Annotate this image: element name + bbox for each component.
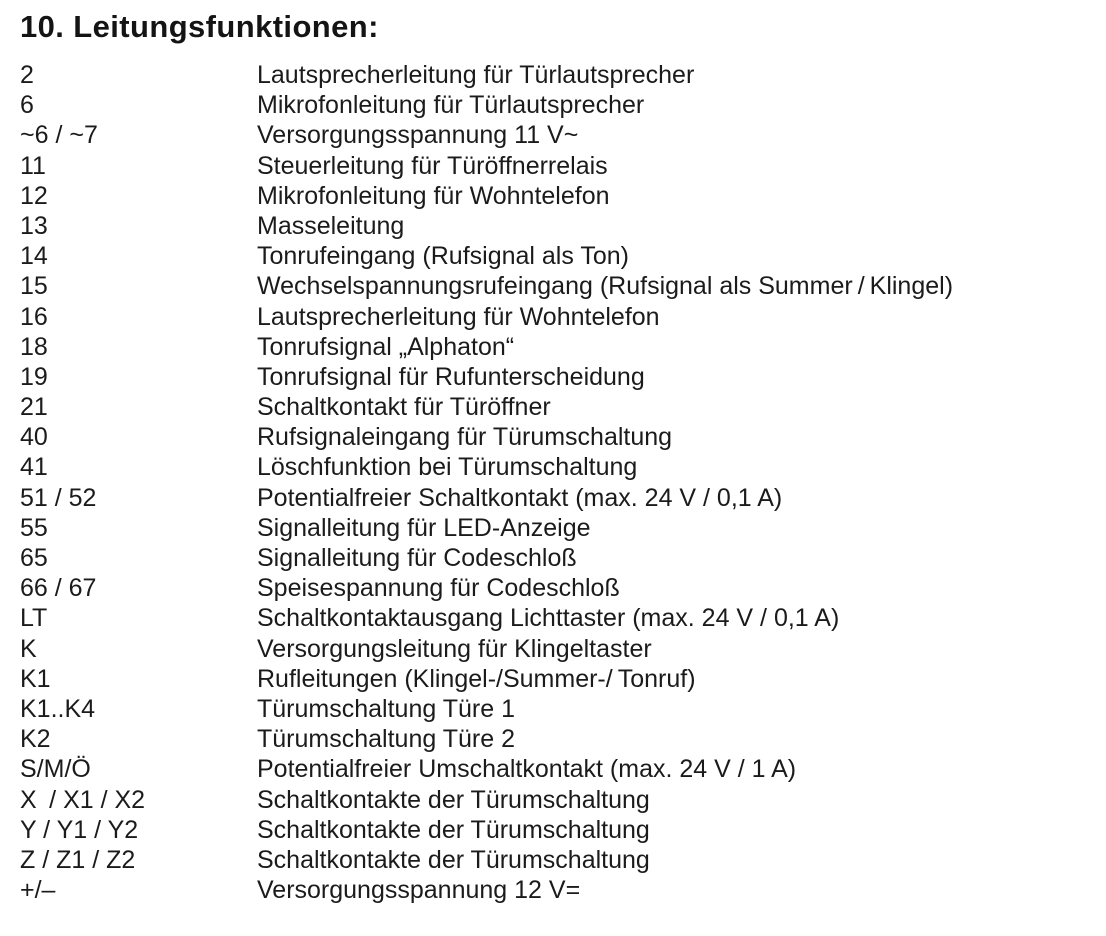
- line-code: S/M/Ö: [20, 755, 91, 784]
- line-function-row: [20, 60, 1096, 90]
- line-description: Rufsignaleingang für Türumschaltung: [257, 423, 673, 452]
- line-description: Mikrofonleitung für Wohntelefon: [257, 181, 610, 210]
- line-code: 15: [20, 272, 48, 301]
- line-function-row: [20, 362, 1096, 392]
- line-code: K1..K4: [20, 694, 96, 723]
- line-description: Steuerleitung für Türöffnerrelais: [257, 151, 608, 180]
- line-description: Tonrufsignal „Alphaton“: [257, 332, 515, 361]
- line-code: 18: [20, 332, 48, 361]
- line-function-row: [20, 452, 1096, 482]
- line-description: Schaltkontakte der Türumschaltung: [257, 785, 650, 814]
- line-function-row: [20, 543, 1096, 573]
- line-description: Lautsprecherleitung für Türlautsprecher: [257, 61, 695, 89]
- line-code: 14: [20, 242, 48, 271]
- line-function-row: [20, 332, 1096, 362]
- line-code: 55: [20, 513, 48, 542]
- line-description: Versorgungsspannung 11 V~: [257, 121, 579, 150]
- line-description: Löschfunktion bei Türumschaltung: [257, 453, 638, 482]
- line-function-row: [20, 634, 1096, 664]
- line-function-row: [20, 302, 1096, 332]
- line-code: +/–: [20, 876, 56, 905]
- line-function-row: [20, 785, 1096, 815]
- line-code: 40: [20, 423, 48, 452]
- line-function-row: [20, 513, 1096, 543]
- line-function-row: [20, 483, 1096, 513]
- line-function-row: [20, 845, 1096, 875]
- line-code: X / X1 / X2: [20, 785, 146, 814]
- line-code: 41: [20, 453, 48, 482]
- page-title: 10. Leitungsfunktionen:: [20, 9, 379, 44]
- line-function-row: [20, 603, 1096, 633]
- line-code: Z / Z1 / Z2: [20, 845, 136, 874]
- line-code: 13: [20, 211, 48, 240]
- line-description: Türumschaltung Türe 1: [257, 694, 515, 723]
- line-code: 65: [20, 544, 48, 572]
- line-function-row: [20, 815, 1096, 845]
- line-description: Masseleitung: [257, 211, 405, 240]
- line-function-row: [20, 573, 1096, 603]
- line-description: Tonrufeingang (Rufsignal als Ton): [257, 242, 629, 271]
- line-function-row: [20, 422, 1096, 452]
- line-description: Signalleitung für LED-Anzeige: [257, 513, 591, 542]
- line-description: Schaltkontaktausgang Lichttaster (max. 24 V / 0,1 A): [257, 604, 840, 633]
- line-function-row: [20, 181, 1096, 211]
- line-description: Lautsprecherleitung für Wohntelefon: [257, 302, 660, 331]
- line-code: K: [20, 634, 37, 663]
- line-code: Y / Y1 / Y2: [20, 815, 139, 844]
- line-code: LT: [20, 604, 48, 633]
- line-description: Versorgungsleitung für Klingeltaster: [257, 634, 652, 663]
- line-description: Potentialfreier Schaltkontakt (max. 24 V / 0,1 A): [257, 483, 783, 512]
- line-code: 66 / 67: [20, 574, 97, 603]
- line-function-row: [20, 724, 1096, 754]
- line-description: Rufleitungen (Klingel-/Summer-/ Tonruf): [257, 664, 696, 693]
- line-functions-list: [20, 60, 1096, 905]
- line-code: 6: [20, 91, 34, 120]
- line-description: Türumschaltung Türe 2: [257, 725, 515, 754]
- line-code: 16: [20, 302, 48, 331]
- line-description: Mikrofonleitung für Türlautsprecher: [257, 91, 645, 120]
- line-code: K1: [20, 664, 51, 693]
- line-code: 19: [20, 362, 48, 391]
- line-code: 12: [20, 181, 48, 210]
- line-function-row: [20, 754, 1096, 784]
- line-code: 11: [20, 151, 46, 180]
- line-function-row: [20, 664, 1096, 694]
- line-description: Signalleitung für Codeschloß: [257, 544, 577, 572]
- line-description: Speisespannung für Codeschloß: [257, 574, 620, 603]
- line-description: Potentialfreier Umschaltkontakt (max. 24 V / 1 A): [257, 755, 797, 784]
- line-function-row: [20, 120, 1096, 150]
- line-code: 51 / 52: [20, 483, 97, 512]
- line-function-row: [20, 392, 1096, 422]
- line-function-row: [20, 151, 1096, 181]
- line-function-row: [20, 90, 1096, 120]
- line-function-row: [20, 694, 1096, 724]
- line-description: Schaltkontakte der Türumschaltung: [257, 845, 650, 874]
- line-function-row: [20, 875, 1096, 905]
- line-function-row: [20, 271, 1096, 301]
- line-code: 21: [20, 393, 48, 422]
- line-code: ~6 / ~7: [20, 121, 98, 150]
- line-description: Versorgungsspannung 12 V=: [257, 876, 581, 905]
- line-function-row: [20, 211, 1096, 241]
- line-description: Tonrufsignal für Rufunterscheidung: [257, 362, 645, 391]
- line-description: Wechselspannungsrufeingang (Rufsignal als Summer / Klingel): [257, 272, 954, 301]
- line-description: Schaltkontakt für Türöffner: [257, 393, 551, 422]
- line-description: Schaltkontakte der Türumschaltung: [257, 815, 650, 844]
- line-code: K2: [20, 725, 51, 754]
- line-function-row: [20, 241, 1096, 271]
- line-code: 2: [20, 61, 34, 89]
